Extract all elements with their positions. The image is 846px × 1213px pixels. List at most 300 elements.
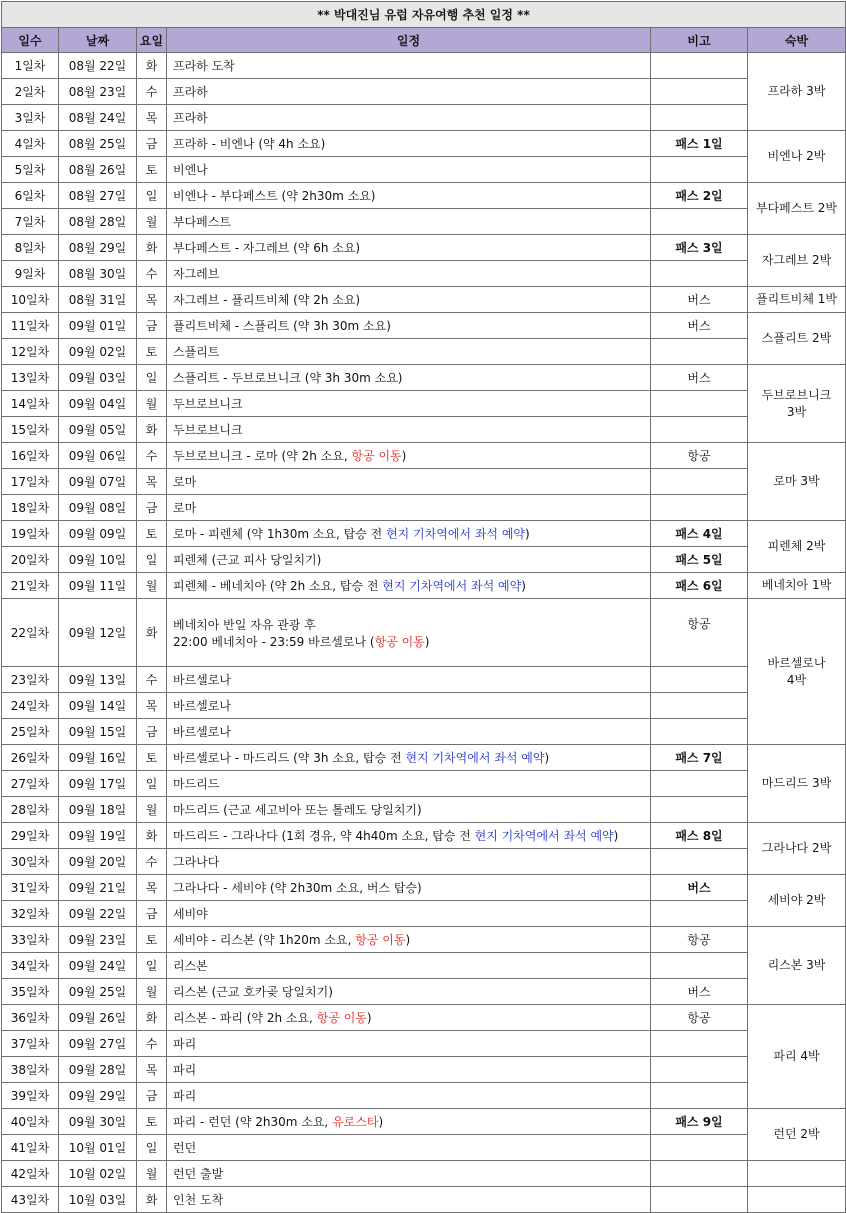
plan-cell: 비엔나 - 부다페스트 (약 2h30m 소요) <box>167 183 651 209</box>
plan-text: 22:00 베네치아 - 23:59 바르셀로나 ( <box>173 634 375 649</box>
table-row <box>2 521 846 547</box>
table-title: ** 박대진님 유럽 자유여행 추천 일정 ** <box>2 2 846 28</box>
stay-label: 리스본 3박 <box>767 958 826 972</box>
date-cell: 08월 22일 <box>59 53 137 79</box>
plan-highlight: 현지 기차역에서 좌석 예약 <box>382 579 522 593</box>
note-cell: 패스 9일 <box>651 1109 748 1135</box>
table-row <box>2 1109 846 1135</box>
date-cell: 09월 18일 <box>59 797 137 823</box>
plan-cell <box>167 521 651 547</box>
day-cell: 5일차 <box>2 157 59 183</box>
plan-cell <box>167 573 651 599</box>
date-cell: 09월 16일 <box>59 745 137 771</box>
day-cell: 16일차 <box>2 443 59 469</box>
plan-cell: 마드리드 <box>167 771 651 797</box>
plan-text: 피렌체 - 베네치아 (약 2h 소요, 탑승 전 <box>173 579 383 593</box>
note-cell <box>651 693 748 719</box>
day-cell: 36일차 <box>2 1005 59 1031</box>
dow-cell: 월 <box>137 391 167 417</box>
table-row <box>2 719 846 745</box>
day-cell: 39일차 <box>2 1083 59 1109</box>
date-cell: 08월 30일 <box>59 261 137 287</box>
note-cell: 항공 <box>651 443 748 469</box>
day-cell: 21일차 <box>2 573 59 599</box>
note-cell <box>651 1161 748 1187</box>
dow-cell: 목 <box>137 1057 167 1083</box>
day-cell: 38일차 <box>2 1057 59 1083</box>
plan-cell: 두브로브니크 <box>167 417 651 443</box>
plan-highlight: 현지 기차역에서 좌석 예약 <box>405 751 545 765</box>
day-cell: 29일차 <box>2 823 59 849</box>
dow-cell: 수 <box>137 261 167 287</box>
date-cell: 09월 17일 <box>59 771 137 797</box>
note-cell: 패스 5일 <box>651 547 748 573</box>
table-row <box>2 365 846 391</box>
date-cell: 09월 06일 <box>59 443 137 469</box>
plan-cell: 리스본 <box>167 953 651 979</box>
dow-cell: 목 <box>137 875 167 901</box>
date-cell: 10월 02일 <box>59 1161 137 1187</box>
plan-cell <box>167 599 651 667</box>
date-cell: 09월 12일 <box>59 599 137 667</box>
day-cell: 9일차 <box>2 261 59 287</box>
header-plan: 일정 <box>167 28 651 53</box>
date-cell: 09월 04일 <box>59 391 137 417</box>
note-cell <box>651 79 748 105</box>
table-row <box>2 667 846 693</box>
plan-cell: 프라하 도착 <box>167 53 651 79</box>
stay-label: 프라하 3박 <box>767 84 826 98</box>
date-cell: 09월 02일 <box>59 339 137 365</box>
dow-cell: 화 <box>137 1187 167 1213</box>
date-cell: 10월 01일 <box>59 1135 137 1161</box>
date-cell: 08월 23일 <box>59 79 137 105</box>
stay-label: 세비야 2박 <box>767 893 826 907</box>
stay-label: 부다페스트 2박 <box>755 201 837 215</box>
plan-cell <box>167 927 651 953</box>
date-cell: 08월 31일 <box>59 287 137 313</box>
date-cell: 09월 08일 <box>59 495 137 521</box>
note-cell <box>651 417 748 443</box>
table-row <box>2 599 846 667</box>
note-cell: 버스 <box>651 979 748 1005</box>
table-row <box>2 745 846 771</box>
plan-cell: 프라하 - 비엔나 (약 4h 소요) <box>167 131 651 157</box>
dow-cell: 수 <box>137 1031 167 1057</box>
note-cell: 패스 8일 <box>651 823 748 849</box>
dow-cell: 월 <box>137 209 167 235</box>
day-cell: 31일차 <box>2 875 59 901</box>
plan-cell: 리스본 (근교 호카곶 당일치기) <box>167 979 651 1005</box>
day-cell: 25일차 <box>2 719 59 745</box>
stay-label: 파리 4박 <box>773 1049 820 1063</box>
plan-cell <box>167 1005 651 1031</box>
stay-cell <box>748 183 846 235</box>
date-cell: 08월 26일 <box>59 157 137 183</box>
date-cell: 09월 07일 <box>59 469 137 495</box>
note-cell <box>651 849 748 875</box>
stay-label: 베네치아 1박 <box>761 578 832 592</box>
plan-cell: 두브로브니크 <box>167 391 651 417</box>
plan-cell: 그라나다 - 세비야 (약 2h30m 소요, 버스 탑승) <box>167 875 651 901</box>
table-row <box>2 823 846 849</box>
plan-highlight: 유로스타 <box>332 1115 379 1129</box>
day-cell: 18일차 <box>2 495 59 521</box>
dow-cell: 수 <box>137 667 167 693</box>
date-cell: 09월 09일 <box>59 521 137 547</box>
dow-cell: 월 <box>137 1161 167 1187</box>
dow-cell: 일 <box>137 547 167 573</box>
plan-text-end: ) <box>521 579 526 593</box>
date-cell: 08월 29일 <box>59 235 137 261</box>
stay-label: 로마 3박 <box>773 474 820 488</box>
date-cell: 09월 03일 <box>59 365 137 391</box>
date-cell: 09월 29일 <box>59 1083 137 1109</box>
note-cell <box>651 901 748 927</box>
day-cell: 4일차 <box>2 131 59 157</box>
dow-cell: 토 <box>137 1109 167 1135</box>
day-cell: 24일차 <box>2 693 59 719</box>
note-cell: 버스 <box>651 313 748 339</box>
dow-cell: 월 <box>137 979 167 1005</box>
dow-cell: 화 <box>137 235 167 261</box>
table-row <box>2 797 846 823</box>
day-cell: 30일차 <box>2 849 59 875</box>
plan-cell <box>167 443 651 469</box>
date-cell: 09월 14일 <box>59 693 137 719</box>
note-cell: 버스 <box>651 875 748 901</box>
table-row <box>2 157 846 183</box>
note-cell: 항공 <box>651 927 748 953</box>
table-row <box>2 547 846 573</box>
note-cell <box>651 771 748 797</box>
plan-cell: 플리트비체 - 스플리트 (약 3h 30m 소요) <box>167 313 651 339</box>
stay-cell <box>748 313 846 365</box>
stay-cell-empty <box>748 1161 846 1187</box>
date-cell: 09월 15일 <box>59 719 137 745</box>
date-cell: 09월 26일 <box>59 1005 137 1031</box>
header-day: 일수 <box>2 28 59 53</box>
plan-text: 파리 - 런던 (약 2h30m 소요, <box>173 1115 333 1129</box>
table-row <box>2 875 846 901</box>
table-row <box>2 1083 846 1109</box>
table-row <box>2 417 846 443</box>
plan-cell: 마드리드 (근교 세고비아 또는 톨레도 당일치기) <box>167 797 651 823</box>
day-cell: 6일차 <box>2 183 59 209</box>
day-cell: 13일차 <box>2 365 59 391</box>
date-cell: 09월 01일 <box>59 313 137 339</box>
plan-text: 두브로브니크 - 로마 (약 2h 소요, <box>173 449 352 463</box>
note-cell <box>651 339 748 365</box>
dow-cell: 토 <box>137 157 167 183</box>
plan-cell: 파리 <box>167 1083 651 1109</box>
note-cell: 패스 3일 <box>651 235 748 261</box>
date-cell: 09월 10일 <box>59 547 137 573</box>
dow-cell: 토 <box>137 927 167 953</box>
dow-cell: 화 <box>137 53 167 79</box>
plan-highlight: 항공 이동 <box>355 933 406 947</box>
dow-cell: 토 <box>137 521 167 547</box>
stay-cell <box>748 287 846 313</box>
day-cell: 12일차 <box>2 339 59 365</box>
day-cell: 14일차 <box>2 391 59 417</box>
note-cell: 버스 <box>651 287 748 313</box>
dow-cell: 일 <box>137 771 167 797</box>
note-cell: 패스 7일 <box>651 745 748 771</box>
day-cell: 23일차 <box>2 667 59 693</box>
day-cell: 11일차 <box>2 313 59 339</box>
date-cell: 09월 19일 <box>59 823 137 849</box>
date-cell: 08월 25일 <box>59 131 137 157</box>
header-date: 날짜 <box>59 28 137 53</box>
day-cell: 22일차 <box>2 599 59 667</box>
dow-cell: 금 <box>137 131 167 157</box>
day-cell: 3일차 <box>2 105 59 131</box>
note-cell <box>651 797 748 823</box>
itinerary-table <box>1 1 846 1213</box>
plan-text-end: ) <box>525 527 530 541</box>
table-row <box>2 105 846 131</box>
plan-cell: 비엔나 <box>167 157 651 183</box>
table-row <box>2 339 846 365</box>
date-cell: 09월 28일 <box>59 1057 137 1083</box>
dow-cell: 일 <box>137 1135 167 1161</box>
header-row <box>2 28 846 53</box>
note-cell <box>651 495 748 521</box>
dow-cell: 금 <box>137 313 167 339</box>
day-cell: 34일차 <box>2 953 59 979</box>
stay-cell <box>748 599 846 745</box>
note-cell: 패스 6일 <box>651 573 748 599</box>
dow-cell: 목 <box>137 287 167 313</box>
date-cell: 09월 20일 <box>59 849 137 875</box>
header-stay: 숙박 <box>748 28 846 53</box>
stay-label-2: 4박 <box>786 672 807 687</box>
stay-cell <box>748 1005 846 1109</box>
plan-text-end: ) <box>378 1115 384 1129</box>
plan-text: 세비야 - 리스본 (약 1h20m 소요, <box>173 933 356 947</box>
stay-label: 피렌체 2박 <box>767 539 826 553</box>
plan-text-end: ) <box>366 1011 372 1025</box>
plan-text-end: ) <box>401 449 407 463</box>
table-row <box>2 693 846 719</box>
dow-cell: 수 <box>137 79 167 105</box>
table-row <box>2 183 846 209</box>
date-cell: 09월 23일 <box>59 927 137 953</box>
plan-cell: 자그레브 - 플리트비체 (약 2h 소요) <box>167 287 651 313</box>
stay-cell <box>748 521 846 573</box>
table-row <box>2 1057 846 1083</box>
plan-highlight: 항공 이동 <box>351 449 402 463</box>
table-row <box>2 901 846 927</box>
table-row <box>2 1161 846 1187</box>
note-cell <box>651 261 748 287</box>
table-row <box>2 391 846 417</box>
date-cell: 08월 27일 <box>59 183 137 209</box>
plan-text: 로마 - 피렌체 (약 1h30m 소요, 탑승 전 <box>173 527 387 541</box>
plan-text: 리스본 - 파리 (약 2h 소요, <box>173 1011 317 1025</box>
date-cell: 09월 24일 <box>59 953 137 979</box>
table-row <box>2 235 846 261</box>
day-cell: 7일차 <box>2 209 59 235</box>
plan-text: 바르셀로나 - 마드리드 (약 3h 소요, 탑승 전 <box>173 751 406 765</box>
plan-cell <box>167 823 651 849</box>
note-cell <box>651 105 748 131</box>
note-cell <box>651 1057 748 1083</box>
day-cell: 2일차 <box>2 79 59 105</box>
date-cell: 08월 28일 <box>59 209 137 235</box>
table-row <box>2 131 846 157</box>
note-cell: 항공 <box>651 599 748 667</box>
plan-cell: 부다페스트 - 자그레브 (약 6h 소요) <box>167 235 651 261</box>
plan-cell: 스플리트 - 두브로브니크 (약 3h 30m 소요) <box>167 365 651 391</box>
dow-cell: 월 <box>137 573 167 599</box>
plan-cell: 파리 <box>167 1057 651 1083</box>
stay-cell <box>748 927 846 1005</box>
plan-cell: 로마 <box>167 495 651 521</box>
plan-highlight: 현지 기차역에서 좌석 예약 <box>386 527 526 541</box>
stay-label-2: 3박 <box>786 404 807 419</box>
dow-cell: 일 <box>137 183 167 209</box>
note-cell: 패스 1일 <box>651 131 748 157</box>
dow-cell: 토 <box>137 339 167 365</box>
dow-cell: 목 <box>137 469 167 495</box>
plan-text-end: ) <box>544 751 550 765</box>
date-cell: 10월 03일 <box>59 1187 137 1213</box>
note-cell <box>651 1031 748 1057</box>
dow-cell: 금 <box>137 719 167 745</box>
table-row <box>2 287 846 313</box>
dow-cell: 금 <box>137 901 167 927</box>
day-cell: 33일차 <box>2 927 59 953</box>
date-cell: 09월 30일 <box>59 1109 137 1135</box>
stay-label: 두브로브니크 <box>761 387 832 402</box>
stay-label: 스플리트 2박 <box>761 331 832 345</box>
day-cell: 1일차 <box>2 53 59 79</box>
plan-cell: 부다페스트 <box>167 209 651 235</box>
day-cell: 26일차 <box>2 745 59 771</box>
day-cell: 27일차 <box>2 771 59 797</box>
table-row <box>2 927 846 953</box>
date-cell: 09월 05일 <box>59 417 137 443</box>
plan-cell: 피렌체 (근교 피사 당일치기) <box>167 547 651 573</box>
note-cell <box>651 469 748 495</box>
note-cell <box>651 667 748 693</box>
day-cell: 35일차 <box>2 979 59 1005</box>
plan-cell: 바르셀로나 <box>167 667 651 693</box>
dow-cell: 화 <box>137 1005 167 1031</box>
note-cell: 패스 2일 <box>651 183 748 209</box>
dow-cell: 수 <box>137 443 167 469</box>
stay-label: 바르셀로나 <box>767 655 826 670</box>
plan-cell <box>167 745 651 771</box>
note-cell: 항공 <box>651 1005 748 1031</box>
plan-text-end: ) <box>424 634 430 649</box>
plan-highlight: 항공 이동 <box>374 634 425 649</box>
table-row <box>2 1031 846 1057</box>
plan-cell: 바르셀로나 <box>167 693 651 719</box>
stay-cell-empty <box>748 1187 846 1213</box>
day-cell: 37일차 <box>2 1031 59 1057</box>
note-cell <box>651 953 748 979</box>
date-cell: 09월 11일 <box>59 573 137 599</box>
plan-highlight: 항공 이동 <box>316 1011 367 1025</box>
plan-cell: 프라하 <box>167 105 651 131</box>
table-row <box>2 573 846 599</box>
plan-cell: 바르셀로나 <box>167 719 651 745</box>
note-cell: 패스 4일 <box>651 521 748 547</box>
table-row <box>2 261 846 287</box>
dow-cell: 수 <box>137 849 167 875</box>
date-cell: 09월 27일 <box>59 1031 137 1057</box>
dow-cell: 화 <box>137 823 167 849</box>
header-dow: 요일 <box>137 28 167 53</box>
plan-cell: 로마 <box>167 469 651 495</box>
table-row <box>2 771 846 797</box>
note-cell <box>651 391 748 417</box>
plan-cell: 파리 <box>167 1031 651 1057</box>
day-cell: 17일차 <box>2 469 59 495</box>
plan-cell: 인천 도착 <box>167 1187 651 1213</box>
plan-cell: 프라하 <box>167 79 651 105</box>
table-row <box>2 313 846 339</box>
table-row <box>2 495 846 521</box>
dow-cell: 일 <box>137 365 167 391</box>
plan-cell: 자그레브 <box>167 261 651 287</box>
stay-cell <box>748 365 846 443</box>
stay-cell <box>748 131 846 183</box>
dow-cell: 목 <box>137 693 167 719</box>
plan-cell: 런던 <box>167 1135 651 1161</box>
dow-cell: 화 <box>137 599 167 667</box>
plan-highlight: 현지 기차역에서 좌석 예약 <box>474 829 614 843</box>
plan-cell: 런던 출발 <box>167 1161 651 1187</box>
date-cell: 09월 22일 <box>59 901 137 927</box>
table-row <box>2 953 846 979</box>
dow-cell: 목 <box>137 105 167 131</box>
stay-cell <box>748 745 846 823</box>
plan-line1: 베네치아 반일 자유 관광 후 <box>173 617 316 632</box>
day-cell: 15일차 <box>2 417 59 443</box>
day-cell: 32일차 <box>2 901 59 927</box>
day-cell: 42일차 <box>2 1161 59 1187</box>
stay-cell <box>748 875 846 927</box>
plan-text-end: ) <box>405 933 411 947</box>
dow-cell: 토 <box>137 745 167 771</box>
note-cell <box>651 157 748 183</box>
stay-cell <box>748 573 846 599</box>
day-cell: 8일차 <box>2 235 59 261</box>
dow-cell: 금 <box>137 495 167 521</box>
note-cell <box>651 1187 748 1213</box>
table-row <box>2 1005 846 1031</box>
note-cell <box>651 209 748 235</box>
table-row <box>2 849 846 875</box>
day-cell: 43일차 <box>2 1187 59 1213</box>
header-note: 비고 <box>651 28 748 53</box>
table-row <box>2 469 846 495</box>
day-cell: 20일차 <box>2 547 59 573</box>
plan-text: 마드리드 - 그라나다 (1회 경유, 약 4h40m 소요, 탑승 전 <box>173 829 475 843</box>
date-cell: 09월 13일 <box>59 667 137 693</box>
dow-cell: 금 <box>137 1083 167 1109</box>
stay-cell <box>748 823 846 875</box>
day-cell: 10일차 <box>2 287 59 313</box>
day-cell: 19일차 <box>2 521 59 547</box>
stay-label: 그라나다 2박 <box>761 841 832 855</box>
stay-cell <box>748 443 846 521</box>
dow-cell: 화 <box>137 417 167 443</box>
